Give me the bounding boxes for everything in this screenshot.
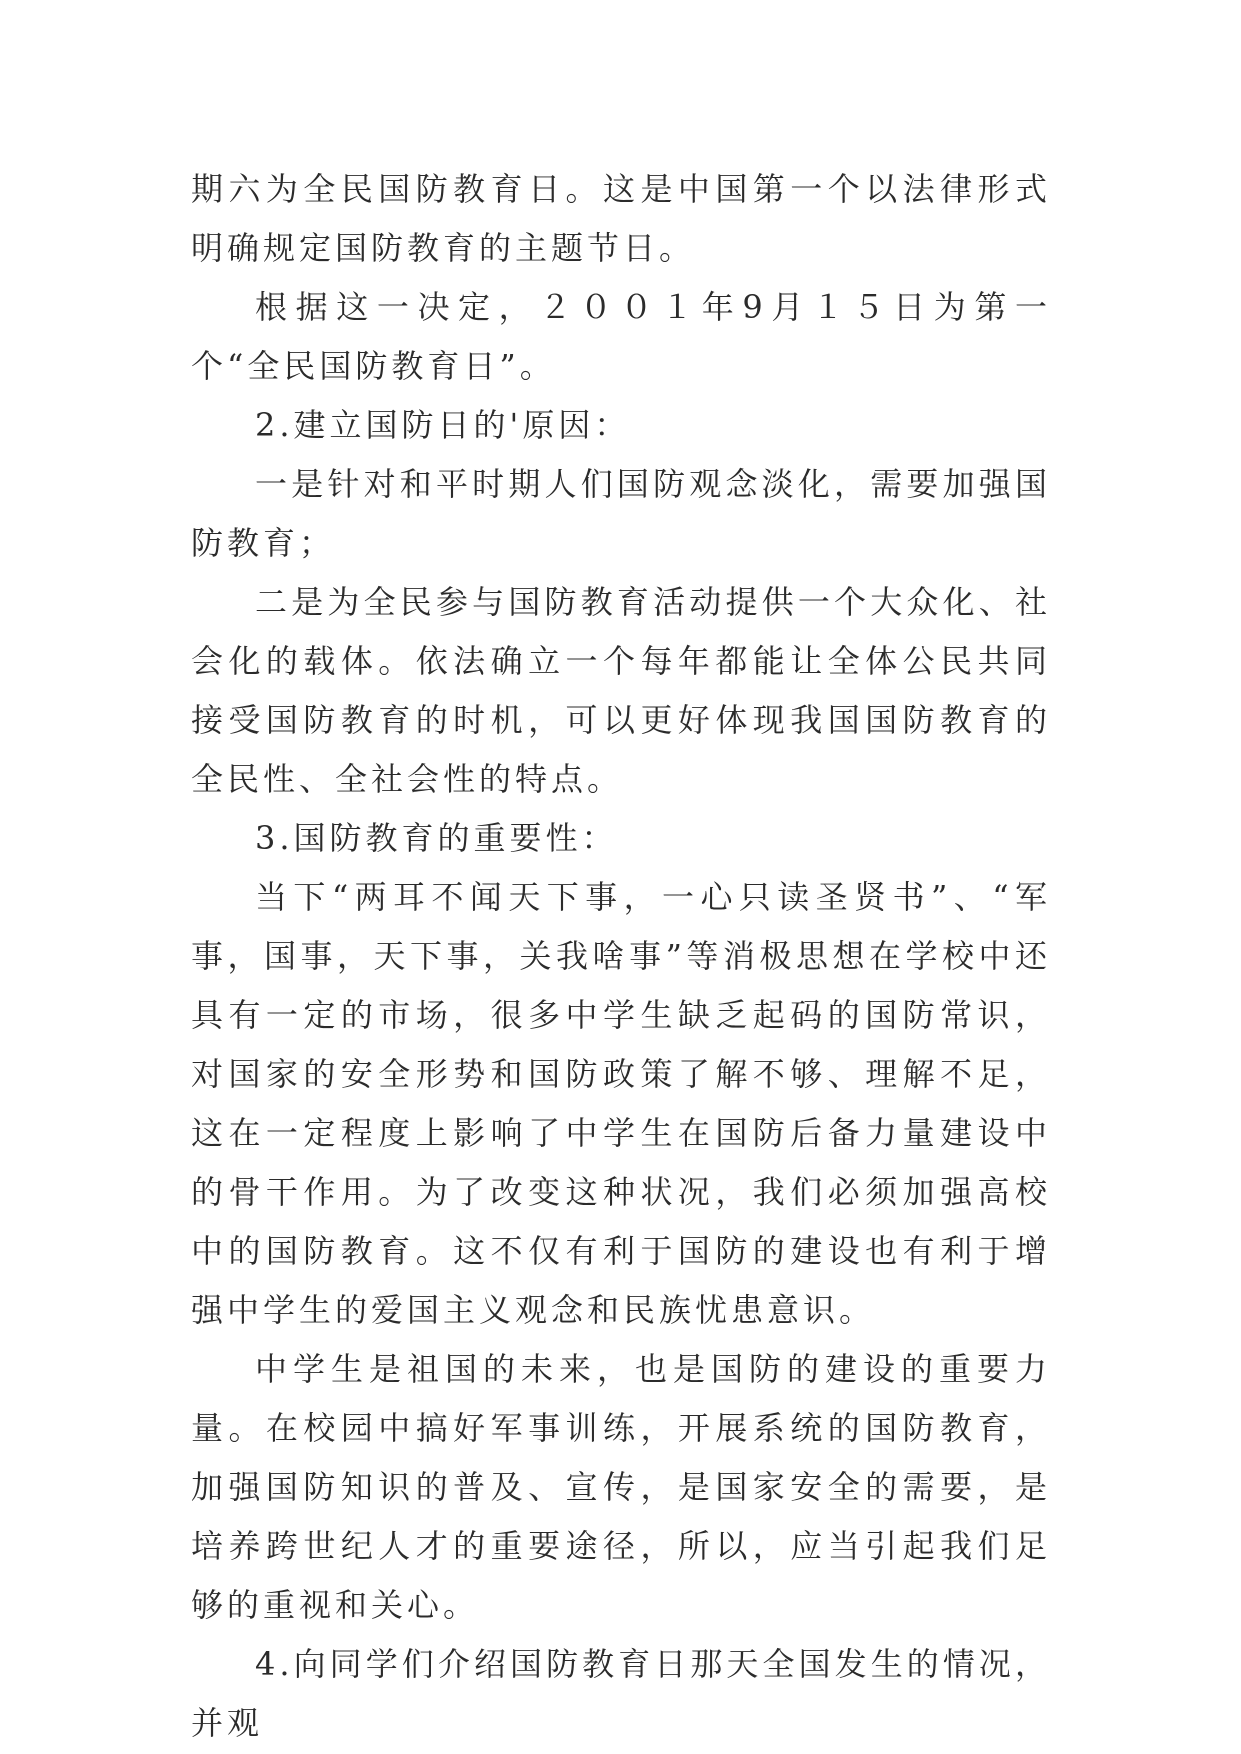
paragraph-reason-one: 一是针对和平时期人们国防观念淡化，需要加强国防教育； [191, 465, 1051, 562]
heading-reasons: 2.建立国防日的'原因： [255, 406, 631, 444]
paragraph-continued-definition: 期六为全民国防教育日。这是中国第一个以法律形式明确规定国防教育的主题节日。 [191, 170, 1051, 267]
paragraph-reason-two: 二是为全民参与国防教育活动提供一个大众化、社会化的载体。依法确立一个每年都能让全体公民共同接受国防教育的时机，可以更好体现我国国防教育的全民性、全社会性的特点。 [191, 583, 1051, 798]
paragraph-importance-students: 中学生是祖国的未来，也是国防的建设的重要力量。在校园中搞好军事训练，开展系统的国防教育，加强国防知识的普及、宣传，是国家安全的需要，是培养跨世纪人才的重要途径，所以，应当引起我们足够的重视和关心。 [191, 1350, 1051, 1624]
document-body [191, 160, 1051, 1753]
heading-introduce: 4.向同学们介绍国防教育日那天全国发生的情况，并观 [191, 1645, 1051, 1742]
paragraph-importance-current: 当下“两耳不闻天下事，一心只读圣贤书”、“军事，国事，天下事，关我啥事”等消极思想在学校中还具有一定的市场，很多中学生缺乏起码的国防常识，对国家的安全形势和国防政策了解不够、理解不足，这在一定程度上影响了中学生在国防后备力量建设中的骨干作用。为了改变这种状况，我们必须加强高校中的国防教育。这不仅有利于国防的建设也有利于增强中学生的爱国主义观念和民族忧患意识。 [191, 878, 1051, 1329]
paragraph-first-day: 根据这一决定，２００１年9月１５日为第一个“全民国防教育日”。 [191, 288, 1051, 385]
heading-importance: 3.国防教育的重要性： [255, 819, 618, 857]
